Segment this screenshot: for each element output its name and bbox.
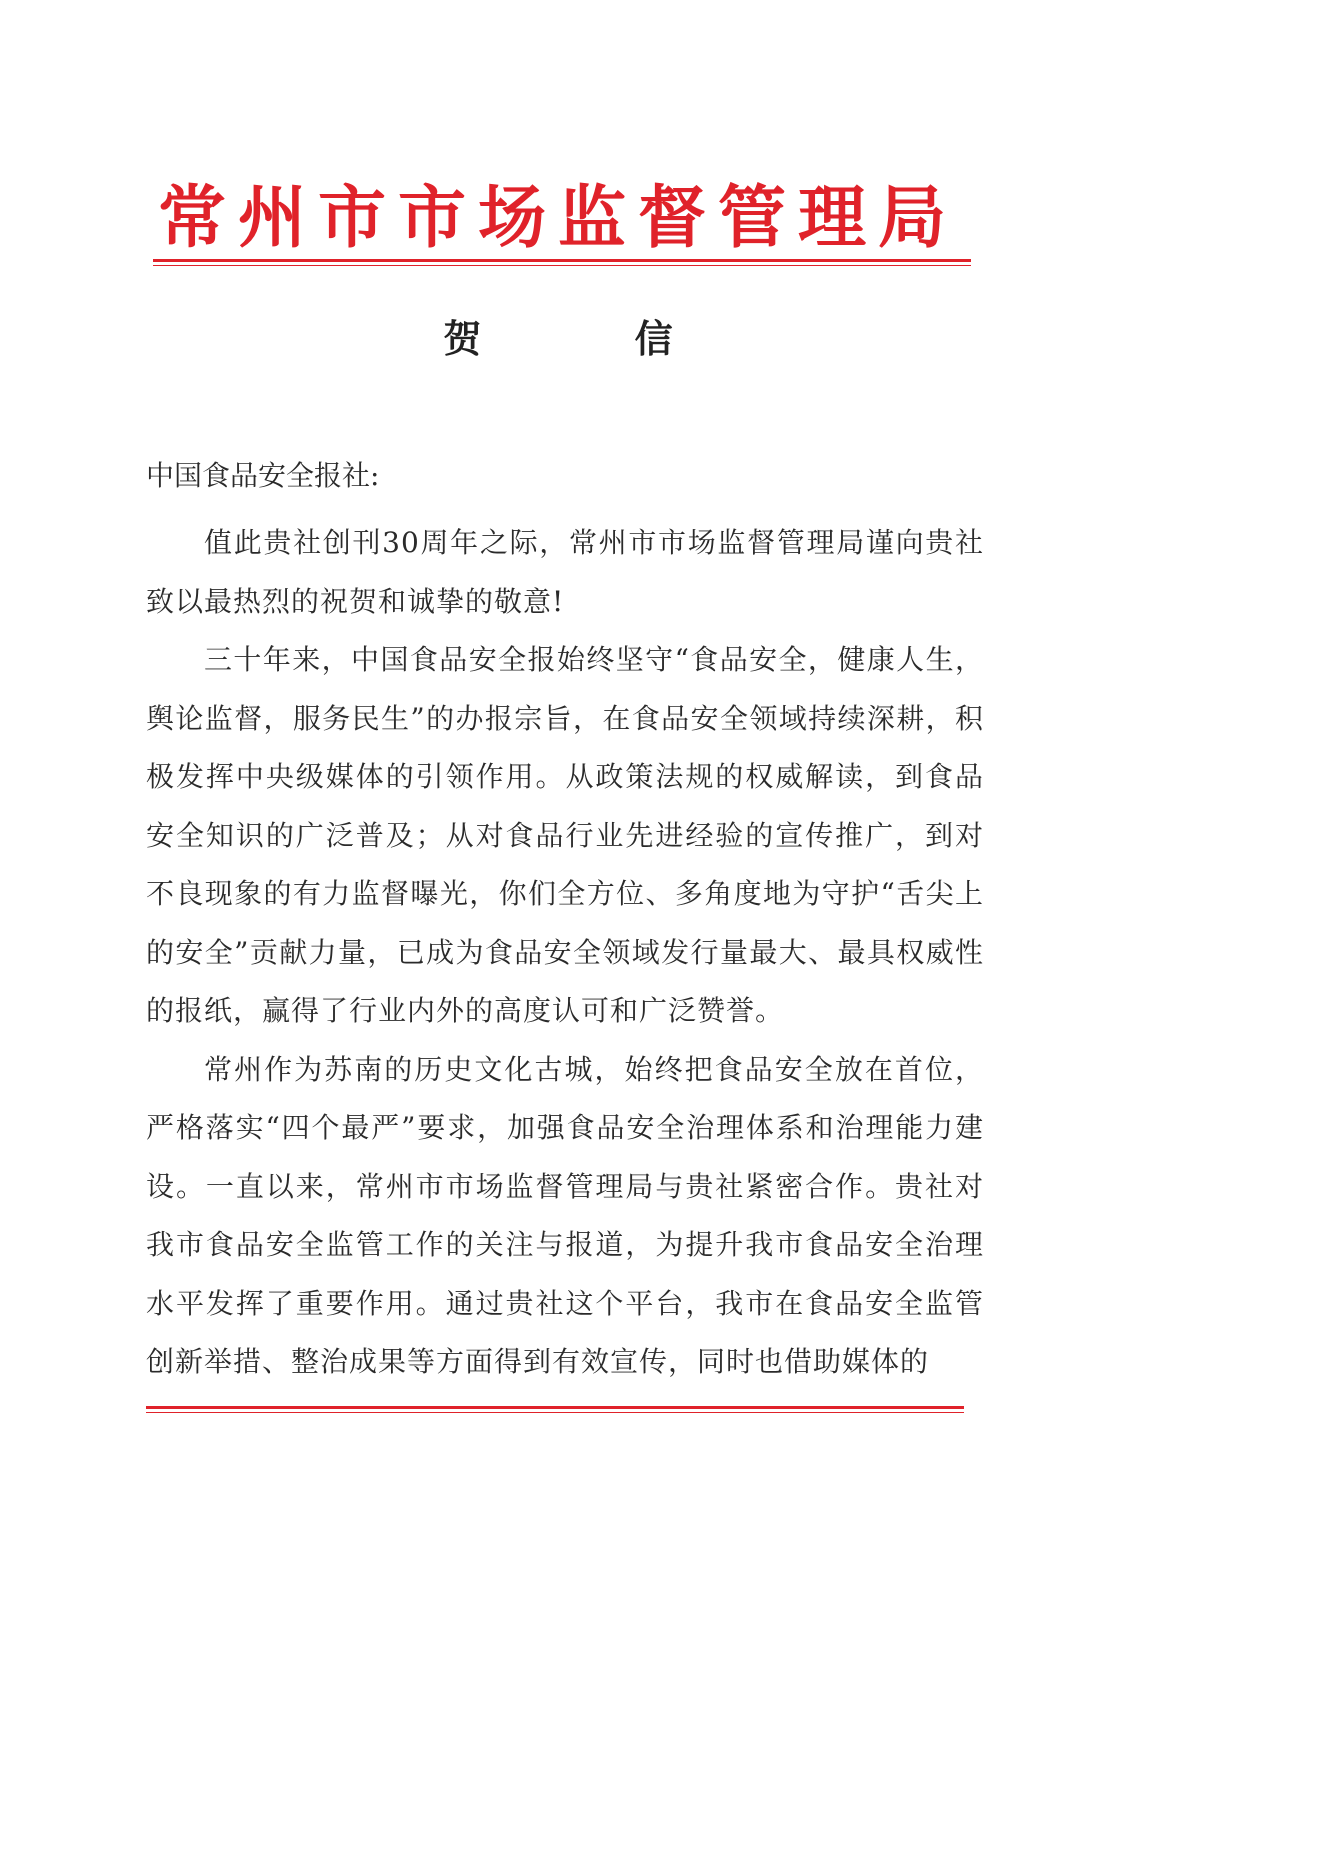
paragraph-congratulations: 值此贵社创刊30周年之际，常州市市场监督管理局谨向贵社致以最热烈的祝贺和诚挚的敬意! <box>146 526 984 618</box>
footer-divider <box>146 1406 964 1413</box>
paragraph-thirty-years: 三十年来，中国食品安全报始终坚守“食品安全，健康人生，舆论监督，服务民生”的办报宗旨，在食品安全领域持续深耕，积极发挥中央级媒体的引领作用。从政策法规的权威解读，到食品安全知识的广泛普及；从对食品行业先进经验的宣传推广，到对不良现象的有力监督曝光，你们全方位、多角度地为守护“舌尖上的安全”贡献力量，已成为食品安全领域发行量最大、最具权威性的报纸，赢得了行业内外的高度认可和广泛赞誉。 <box>146 643 984 1027</box>
letterhead-divider <box>153 259 971 266</box>
letter-body <box>146 514 984 1392</box>
salutation: 中国食品安全报社: <box>146 459 380 492</box>
letterhead-title: 常州市市场监督管理局 <box>157 178 958 258</box>
paragraph-changzhou: 常州作为苏南的历史文化古城，始终把食品安全放在首位，严格落实“四个最严”要求，加强食品安全治理体系和治理能力建设。一直以来，常州市市场监督管理局与贵社紧密合作。贵社对我市食品安全监管工作的关注与报道，为提升我市食品安全治理水平发挥了重要作用。通过贵社这个平台，我市在食品安全监管创新举措、整治成果等方面得到有效宣传，同时也借助媒体的 <box>146 1052 984 1378</box>
document-title: 贺 信 <box>443 316 743 361</box>
